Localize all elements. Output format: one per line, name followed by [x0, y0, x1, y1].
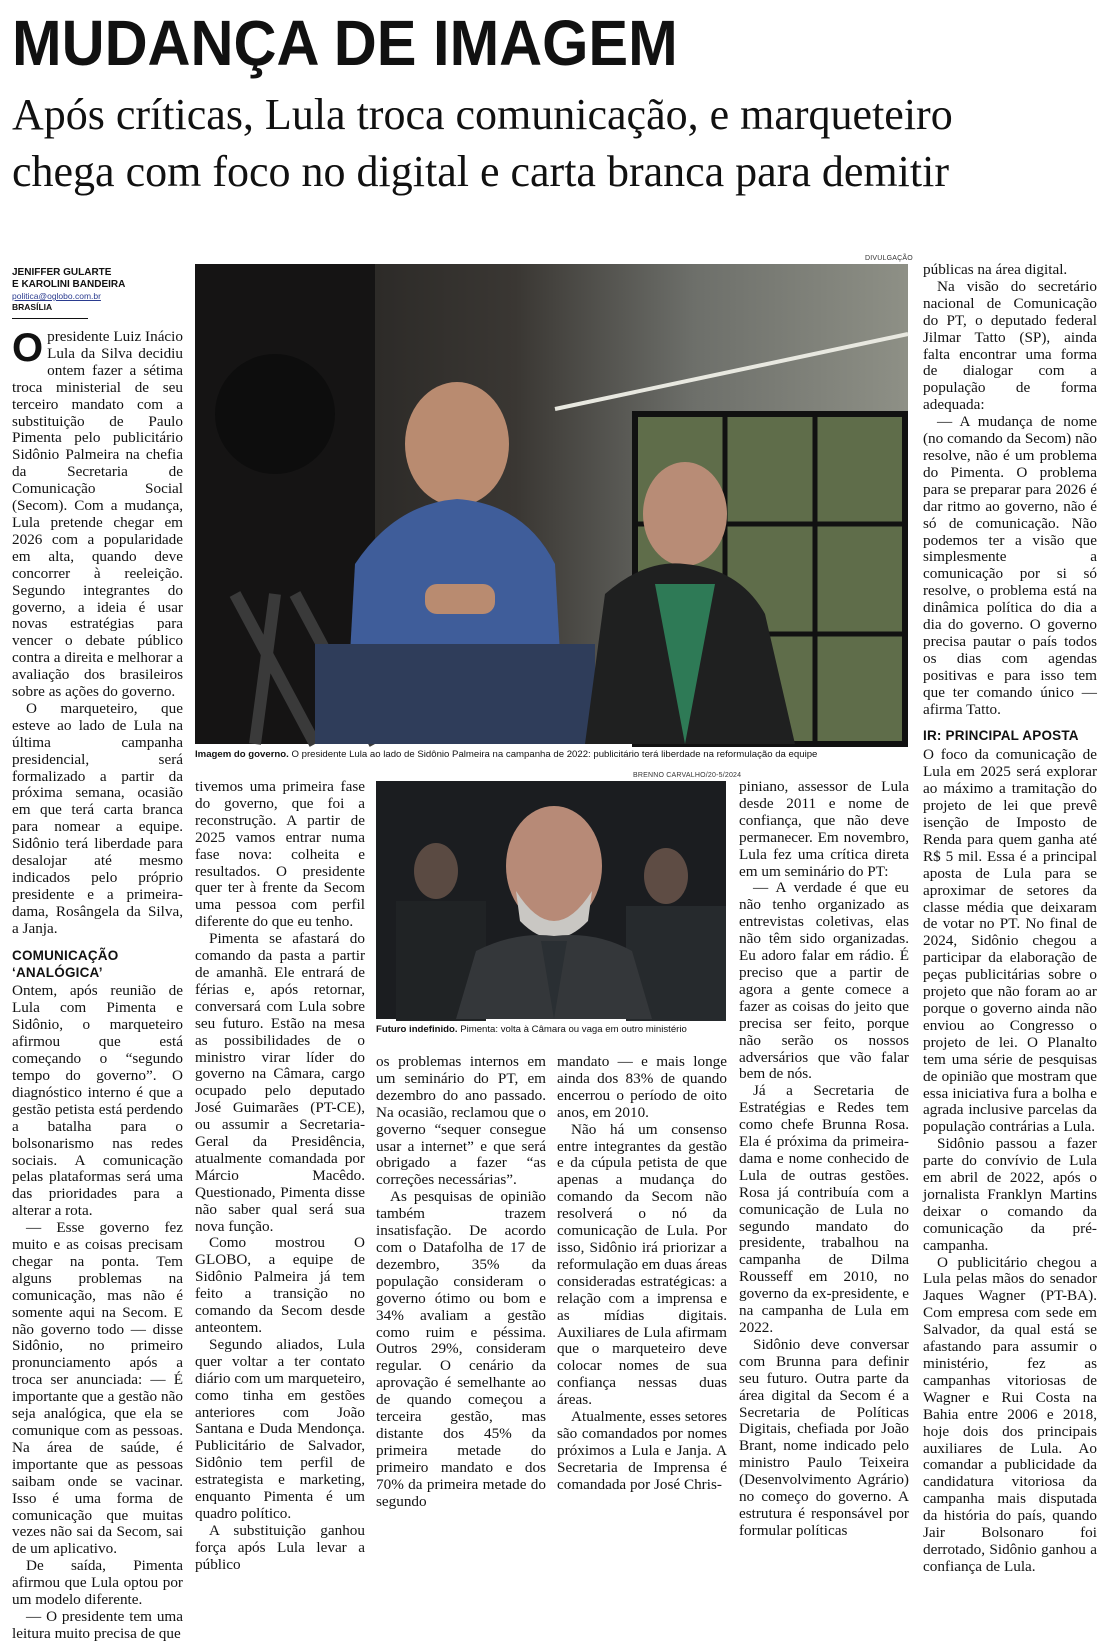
kicker: MUDANÇA DE IMAGEM	[12, 7, 678, 79]
paragraph: Já a Secretaria de Estratégias e Redes tem como chefe Brunna Rosa. Ela é próxima da primeira-dama e nome conhecido de Lula de outras gestões. Rosa já contribuía com a comunicação de Lula no segundo mandato do presidente, trabalhou na campanha de Dilma Rousseff em 2010, no governo da ex-presidente, e na campanha de Lula em 2022.	[739, 1082, 909, 1336]
paragraph: De saída, Pimenta afirmou que Lula optou por um modelo diferente.	[12, 1557, 183, 1609]
caption-text: Pimenta: volta à Câmara ou vaga em outro ministério	[457, 1024, 687, 1035]
headline	[12, 86, 1097, 200]
article-column-6	[923, 261, 1097, 1575]
paragraph: — Esse governo fez muito e as coisas precisam chegar na ponta. Tem alguns problemas na comunicação, mas não é somente aqui na Secom. E não governo todo — disse Sidônio, no primeiro pronunciamento após a troca ser anunciada: — É importante que a gestão não seja analógica, que ela se comunique com as pessoas. Na área de saúde, é importante que as pessoas saibam onde se vacinar. Isso é uma forma de comunicação que muitas vezes não sai da Secom, sai de um aplicativo.	[12, 1219, 183, 1558]
author-email-link[interactable]: politica@oglobo.com.br	[12, 291, 101, 301]
paragraph: A substituição ganhou força após Lula levar a público	[195, 1521, 365, 1573]
byline-rule	[12, 318, 88, 319]
pimenta-photo	[376, 781, 726, 1019]
drop-cap: O	[12, 326, 44, 370]
headline-line-1: Após críticas, Lula troca comunicação, e marqueteiro	[12, 90, 953, 139]
paragraph: Não há um consenso entre integrantes da gestão e da cúpula petista de que apenas a mudança do comando da Secom não resolverá o nó da comunicação de Lula. Por isso, Sidônio irá priorizar a reformulação em duas áreas consideradas estratégicas: a relação com a imprensa e as mídias digitais. Auxiliares de Lula afirmam que o marqueteiro deve colocar nomes de sua confiança nessas duas áreas.	[557, 1120, 727, 1409]
photo-credit: BRENNO CARVALHO/20-5/2024	[633, 772, 742, 779]
photo-caption	[195, 749, 817, 761]
caption-text: O presidente Lula ao lado de Sidônio Palmeira na campanha de 2022: publicitário terá liberdade na reformulação da equipe	[288, 749, 818, 760]
paragraph: As pesquisas de opinião também trazem insatisfação. De acordo com o Datafolha de 17 de dezembro, 35% da população consideram o governo ótimo ou bom e 34% avaliam a gestão como ruim e péssima. Outros 29%, consideram regular. O cenário da aprovação é semelhante ao de quando começou a terceira gestão, mas distante dos 45% da primeira metade do primeiro mandato e dos 70% da primeira metade do segundo	[376, 1188, 546, 1510]
paragraph: — A mudança de nome (no comando da Secom) não resolve, não é um problema do Pimenta. O problema para se preparar para 2026 é dar ritmo ao governo, não é só de comunicação. Não podemos ter a visão que simplesmente a comunicação por si só resolve, o problema está na dinâmica política do dia a dia do governo. O governo precisa pautar o país todos os dias com agendas positivas e para isso tem que ter comando único — afirma Tatto.	[923, 413, 1097, 718]
subheading: IR: PRINCIPAL APOSTA	[923, 728, 1079, 744]
dateline-location: BRASÍLIA	[12, 302, 53, 312]
paragraph: Sidônio passou a fazer parte do convívio de Lula em abril de 2022, após o jornalista Franklyn Martins deixar o comando da comunicação da pré-campanha.	[923, 1135, 1097, 1254]
paragraph: — A verdade é que eu não tenho organizado as entrevistas coletivas, elas não têm sido organizadas. Eu adoro falar em rádio. É preciso que a partir de agora a gente comece a fazer as coisas do jeito que precisa ser feito, porque não serão os nossos adversários que vão falar bem de nós.	[739, 879, 909, 1083]
paragraph: os problemas internos em um seminário do PT, em dezembro do ano passado. Na ocasião, reclamou que o governo “sequer consegue usar a internet” e que será obrigado a fazer “as correções necessárias”.	[376, 1053, 546, 1189]
article-column-2	[195, 778, 365, 1573]
headline-line-2: chega com foco no digital e carta branca para demitir	[12, 147, 949, 196]
lead-text: presidente Luiz Inácio Lula da Silva decidiu ontem fazer a sétima troca ministerial de seu terceiro mandato com a substituição de Paulo Pimenta pelo publicitário Sidônio Palmeira na chefia da Secretaria de Comunicação Social (Secom). Com a mudança, Lula pretende chegar em 2026 com a popularidade em alta, quando deve concorrer à reeleição. Segundo integrantes do governo, a ideia é usar novas estratégias para vencer o debate público contra a direita e melhorar a avaliação dos brasileiros sobre as ações do governo.	[12, 328, 183, 701]
lula-sidonio-photo	[195, 264, 908, 744]
photo-caption	[376, 1024, 687, 1036]
paragraph: Atualmente, esses setores são comandados por nomes próximos a Lula e Janja. A Secretaria de Imprensa é comandada por José Chris-	[557, 1408, 727, 1493]
paragraph: Sidônio deve conversar com Brunna para definir seu futuro. Outra parte da área digital da Secom é a Secretaria de Políticas Digitais, chefiada por João Brant, nome indicado pelo ministro Paulo Teixeira (Desenvolvimento Agrário) no começo do governo. A estrutura é responsável por formular políticas	[739, 1335, 909, 1539]
caption-lead: Imagem do governo.	[195, 749, 289, 760]
photo-illustration	[195, 264, 908, 744]
paragraph: piniano, assessor de Lula desde 2011 e nome de confiança, que não deve permanecer. Em novembro, Lula fez uma crítica direta em um seminário do PT:	[739, 778, 909, 880]
paragraph: públicas na área digital.	[923, 261, 1068, 278]
paragraph: Segundo aliados, Lula quer voltar a ter contato diário com um marqueteiro, como tinha em gestões anteriores com João Santana e Duda Mendonça. Publicitário de Salvador, Sidônio tem perfil de estrategista e marketing, enquanto Pimenta é um quadro político.	[195, 1335, 365, 1522]
paragraph: O foco da comunicação de Lula em 2025 será explorar ao máximo a tramitação do projeto de lei que prevê isenção de Imposto de Renda para quem ganha até R$ 5 mil. Essa é a principal aposta de Lula para se aproximar de setores da classe média que deixaram de votar no PT. No final de 2024, Sidônio chegou a participar da elaboração de peças publicitárias sobre o projeto que não foram ao ar porque o governo ainda não enviou ao Congresso o projeto de lei. O Planalto tem uma série de pesquisas de opinião que mostram que essa iniciativa fura a bolha e agrada inclusive parcelas da população contrárias a Lula.	[923, 746, 1097, 1136]
author-1: JENIFFER GULARTE	[12, 267, 112, 278]
paragraph: — O presidente tem uma leitura muito precisa de que	[12, 1607, 183, 1642]
article-column-1	[12, 326, 183, 1642]
paragraph: mandato — e mais longe ainda dos 83% de quando encerrou o período de oito anos, em 2010.	[557, 1053, 727, 1121]
paragraph: O publicitário chegou a Lula pelas mãos do senador Jaques Wagner (PT-BA). Com empresa com sede em Salvador, da qual está se afastando para assumir o ministério, fez as campanhas vitoriosas de Wagner e Rui Costa na Bahia entre 2006 e 2018, hoje dois dos principais auxiliares de Lula. Ao comandar a publicidade da candidatura vitoriosa da campanha mais disputada da história do país, quando Jair Bolsonaro foi derrotado, Sidônio ganhou a confiança de Lula.	[923, 1253, 1097, 1575]
article-column-3	[376, 1053, 546, 1510]
paragraph: Pimenta se afastará do comando da pasta a partir de amanhã. Ele entrará de férias e, após retornar, conversará com Lula sobre seu futuro. Estão na mesa as possibilidades de o ministro virar líder do governo na Câmara, cargo ocupado pelo deputado José Guimarães (PT-CE), ou assumir a Secretaria-Geral da Presidência, atualmente comandada por Márcio Macêdo. Questionado, Pimenta disse não saber qual será sua nova função.	[195, 930, 365, 1235]
article-column-5	[739, 778, 909, 1539]
paragraph: Como mostrou O GLOBO, a equipe de Sidônio Palmeira já tem feito a transição no comando da Secom desde anteontem.	[195, 1234, 365, 1336]
photo-credit: DIVULGAÇÃO	[865, 255, 913, 262]
author-2: E KAROLINI BANDEIRA	[12, 279, 126, 290]
subheading: COMUNICAÇÃO ‘ANALÓGICA’	[12, 947, 119, 980]
paragraph: tivemos uma primeira fase do governo, que foi a reconstrução. A partir de 2025 vamos entrar numa fase nova: colheita e resultados. O presidente quer ter à frente da Secom uma pessoa com perfil diferente do que eu tenho.	[195, 778, 365, 931]
lead-paragraph	[12, 326, 183, 701]
caption-lead: Futuro indefinido.	[376, 1024, 458, 1035]
article-column-4	[557, 1053, 727, 1493]
byline	[12, 267, 182, 319]
paragraph: Ontem, após reunião de Lula com Pimenta e Sidônio, o marqueteiro afirmou que está começando o “segundo tempo do governo”. O diagnóstico interno é que a gestão petista está perdendo a batalha para o bolsonarismo nas redes sociais. A comunicação pelas plataformas será uma das prioridades para a alterar a rota.	[12, 982, 183, 1220]
paragraph: Na visão do secretário nacional de Comunicação do PT, o deputado federal Jilmar Tatto (SP), ainda falta encontrar uma forma de dialogar com a população de forma adequada:	[923, 277, 1097, 414]
photo-illustration	[376, 781, 726, 1019]
paragraph: O marqueteiro, que esteve ao lado de Lula na última campanha presidencial, será formalizado a partir da próxima semana, ocasião em que terá carta branca para nomear a equipe. Sidônio terá liberdade para desalojar até mesmo indicados pelo próprio presidente e a primeira-dama, Rosângela da Silva, a Janja.	[12, 699, 183, 937]
